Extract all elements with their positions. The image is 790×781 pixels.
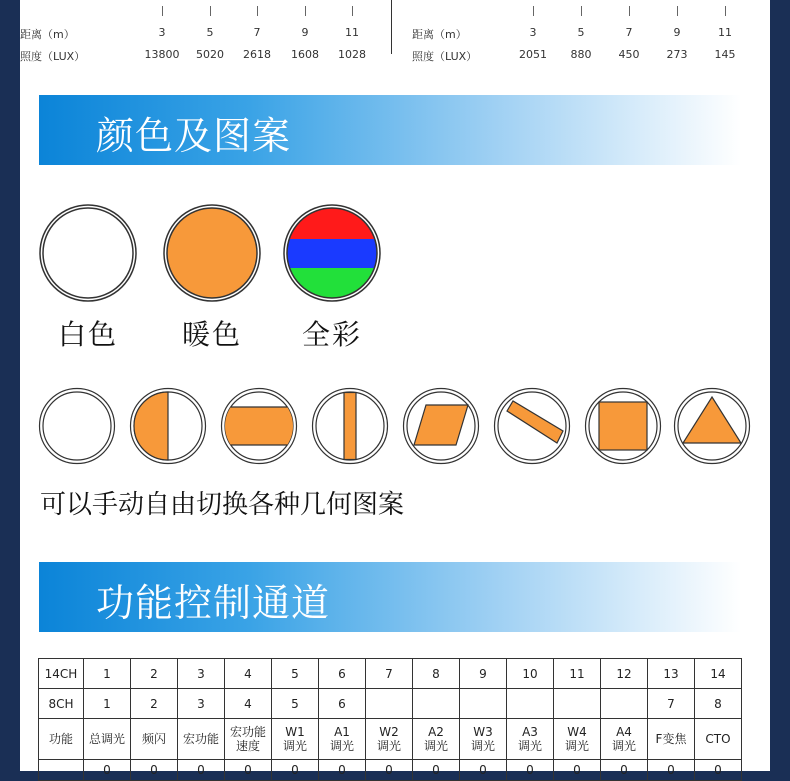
lux-value: 1608 — [291, 48, 319, 61]
triangle-icon — [673, 387, 751, 465]
table-cell: 6 — [319, 659, 366, 689]
tick-mark — [257, 6, 258, 16]
table-cell: W4 调光 — [554, 719, 601, 760]
table-cell: CTO — [695, 719, 742, 760]
white-fill — [43, 208, 133, 298]
distance-value: 9 — [301, 26, 309, 39]
table-cell: 0 — [460, 760, 507, 781]
distance-value: 5 — [206, 26, 214, 39]
section-banner-colors — [39, 95, 741, 165]
table-cell: 3 — [178, 689, 225, 719]
table-cell: 宏功能 速度 — [225, 719, 272, 760]
rgb-circle-icon — [282, 203, 382, 303]
distance-value: 11 — [718, 26, 732, 39]
table-cell — [554, 689, 601, 719]
section-title: 功能控制通道 — [96, 581, 331, 625]
lux-label: 照度（LUX） — [20, 50, 86, 63]
channel-table — [38, 658, 742, 781]
tick-mark — [725, 6, 726, 16]
table-cell — [601, 689, 648, 719]
table-cell: F变焦 — [648, 719, 695, 760]
table-cell: 0 — [178, 760, 225, 781]
distance-value: 3 — [529, 26, 537, 39]
table-cell: 0 — [131, 760, 178, 781]
white-circle-icon — [38, 203, 138, 303]
tick-mark — [162, 6, 163, 16]
lux-value: 273 — [666, 48, 688, 61]
table-cell: A3 调光 — [507, 719, 554, 760]
color-warm — [162, 203, 262, 353]
distance-value: 9 — [673, 26, 681, 39]
table-cell: A4 调光 — [601, 719, 648, 760]
color-label: 白色 — [57, 318, 118, 351]
table-cell: 3 — [178, 659, 225, 689]
distance-value: 5 — [577, 26, 585, 39]
table-cell: 宏功能 — [178, 719, 225, 760]
table-cell: 4 — [225, 659, 272, 689]
table-cell: 功能 — [39, 719, 84, 760]
warm-circle-icon — [162, 203, 262, 303]
table-cell: 1 — [84, 689, 131, 719]
illuminance-table-1 — [20, 6, 380, 68]
table-cell: 0 — [413, 760, 460, 781]
table-cell: 7 — [366, 659, 413, 689]
empty-circle-icon — [38, 387, 116, 465]
diagonal-bar-icon — [493, 387, 571, 465]
distance-row — [20, 26, 380, 48]
table-cell: 总调光 — [84, 719, 131, 760]
section-title: 颜色及图案 — [96, 114, 292, 158]
section-banner-channels — [39, 562, 741, 632]
lux-value: 5020 — [196, 48, 224, 61]
table-cell — [39, 760, 84, 781]
tick-mark — [533, 6, 534, 16]
table-cell: 14CH — [39, 659, 84, 689]
table-cell: 2 — [131, 689, 178, 719]
table-cell: 0 — [695, 760, 742, 781]
table-cell: 12 — [601, 659, 648, 689]
function-row — [39, 719, 742, 760]
table-cell: 7 — [648, 689, 695, 719]
gobo-description: 可以手动自由切换各种几何图案 — [40, 490, 405, 520]
table-cell: 0 — [648, 760, 695, 781]
lux-row — [20, 48, 380, 68]
color-label: 全彩 — [301, 318, 362, 351]
color-label: 暖色 — [181, 318, 242, 351]
table-cell: 0 — [366, 760, 413, 781]
table-cell: 8 — [413, 659, 460, 689]
value-row — [39, 760, 742, 781]
table-cell: 频闪 — [131, 719, 178, 760]
table-cell: W3 调光 — [460, 719, 507, 760]
table-cell: 0 — [225, 760, 272, 781]
table-cell: 5 — [272, 689, 319, 719]
vertical-bar-icon — [311, 387, 389, 465]
parallelogram-icon — [402, 387, 480, 465]
table-cell: 14 — [695, 659, 742, 689]
distance-value: 7 — [625, 26, 633, 39]
distance-value: 11 — [345, 26, 359, 39]
channel-row-14ch — [39, 659, 742, 689]
table-cell: 13 — [648, 659, 695, 689]
half-circle-icon — [129, 387, 207, 465]
table-cell: 6 — [319, 689, 366, 719]
distance-label: 距离（m） — [412, 28, 467, 41]
lux-value: 2051 — [519, 48, 547, 61]
lux-label: 照度（LUX） — [412, 50, 478, 63]
table-cell: 11 — [554, 659, 601, 689]
table-cell: A2 调光 — [413, 719, 460, 760]
warm-fill — [167, 208, 257, 298]
table-cell — [507, 689, 554, 719]
distance-row — [412, 26, 762, 48]
table-cell: 0 — [554, 760, 601, 781]
distance-value: 7 — [253, 26, 261, 39]
tick-mark — [629, 6, 630, 16]
lux-row — [412, 48, 762, 68]
tick-mark — [352, 6, 353, 16]
table-cell: 2 — [131, 659, 178, 689]
square-icon — [584, 387, 662, 465]
rectangle-icon — [220, 387, 298, 465]
lux-value: 880 — [570, 48, 592, 61]
table-cell: 8 — [695, 689, 742, 719]
distance-value: 3 — [158, 26, 166, 39]
table-cell — [460, 689, 507, 719]
table-cell: 9 — [460, 659, 507, 689]
table-cell: 1 — [84, 659, 131, 689]
table-cell: A1 调光 — [319, 719, 366, 760]
lux-value: 1028 — [338, 48, 366, 61]
gobo-row — [38, 387, 750, 467]
tick-mark — [581, 6, 582, 16]
tick-mark — [305, 6, 306, 16]
spec-page — [20, 0, 770, 777]
illuminance-table-2 — [412, 6, 762, 68]
stripe-blue — [282, 239, 382, 268]
table-divider — [391, 0, 392, 54]
lux-value: 2618 — [243, 48, 271, 61]
table-cell: 0 — [84, 760, 131, 781]
table-cell: W2 调光 — [366, 719, 413, 760]
distance-label: 距离（m） — [20, 28, 75, 41]
table-cell: 0 — [319, 760, 366, 781]
table-cell: 0 — [272, 760, 319, 781]
color-white — [38, 203, 138, 353]
channel-row-8ch — [39, 689, 742, 719]
tick-mark — [210, 6, 211, 16]
table-cell — [366, 689, 413, 719]
table-cell: 8CH — [39, 689, 84, 719]
table-cell: W1 调光 — [272, 719, 319, 760]
table-cell — [413, 689, 460, 719]
lux-value: 13800 — [144, 48, 180, 61]
table-cell: 5 — [272, 659, 319, 689]
color-full — [282, 203, 382, 353]
lux-value: 450 — [618, 48, 640, 61]
lux-value: 145 — [714, 48, 736, 61]
table-cell: 4 — [225, 689, 272, 719]
table-cell: 0 — [601, 760, 648, 781]
table-cell: 0 — [507, 760, 554, 781]
table-cell: 10 — [507, 659, 554, 689]
tick-mark — [677, 6, 678, 16]
